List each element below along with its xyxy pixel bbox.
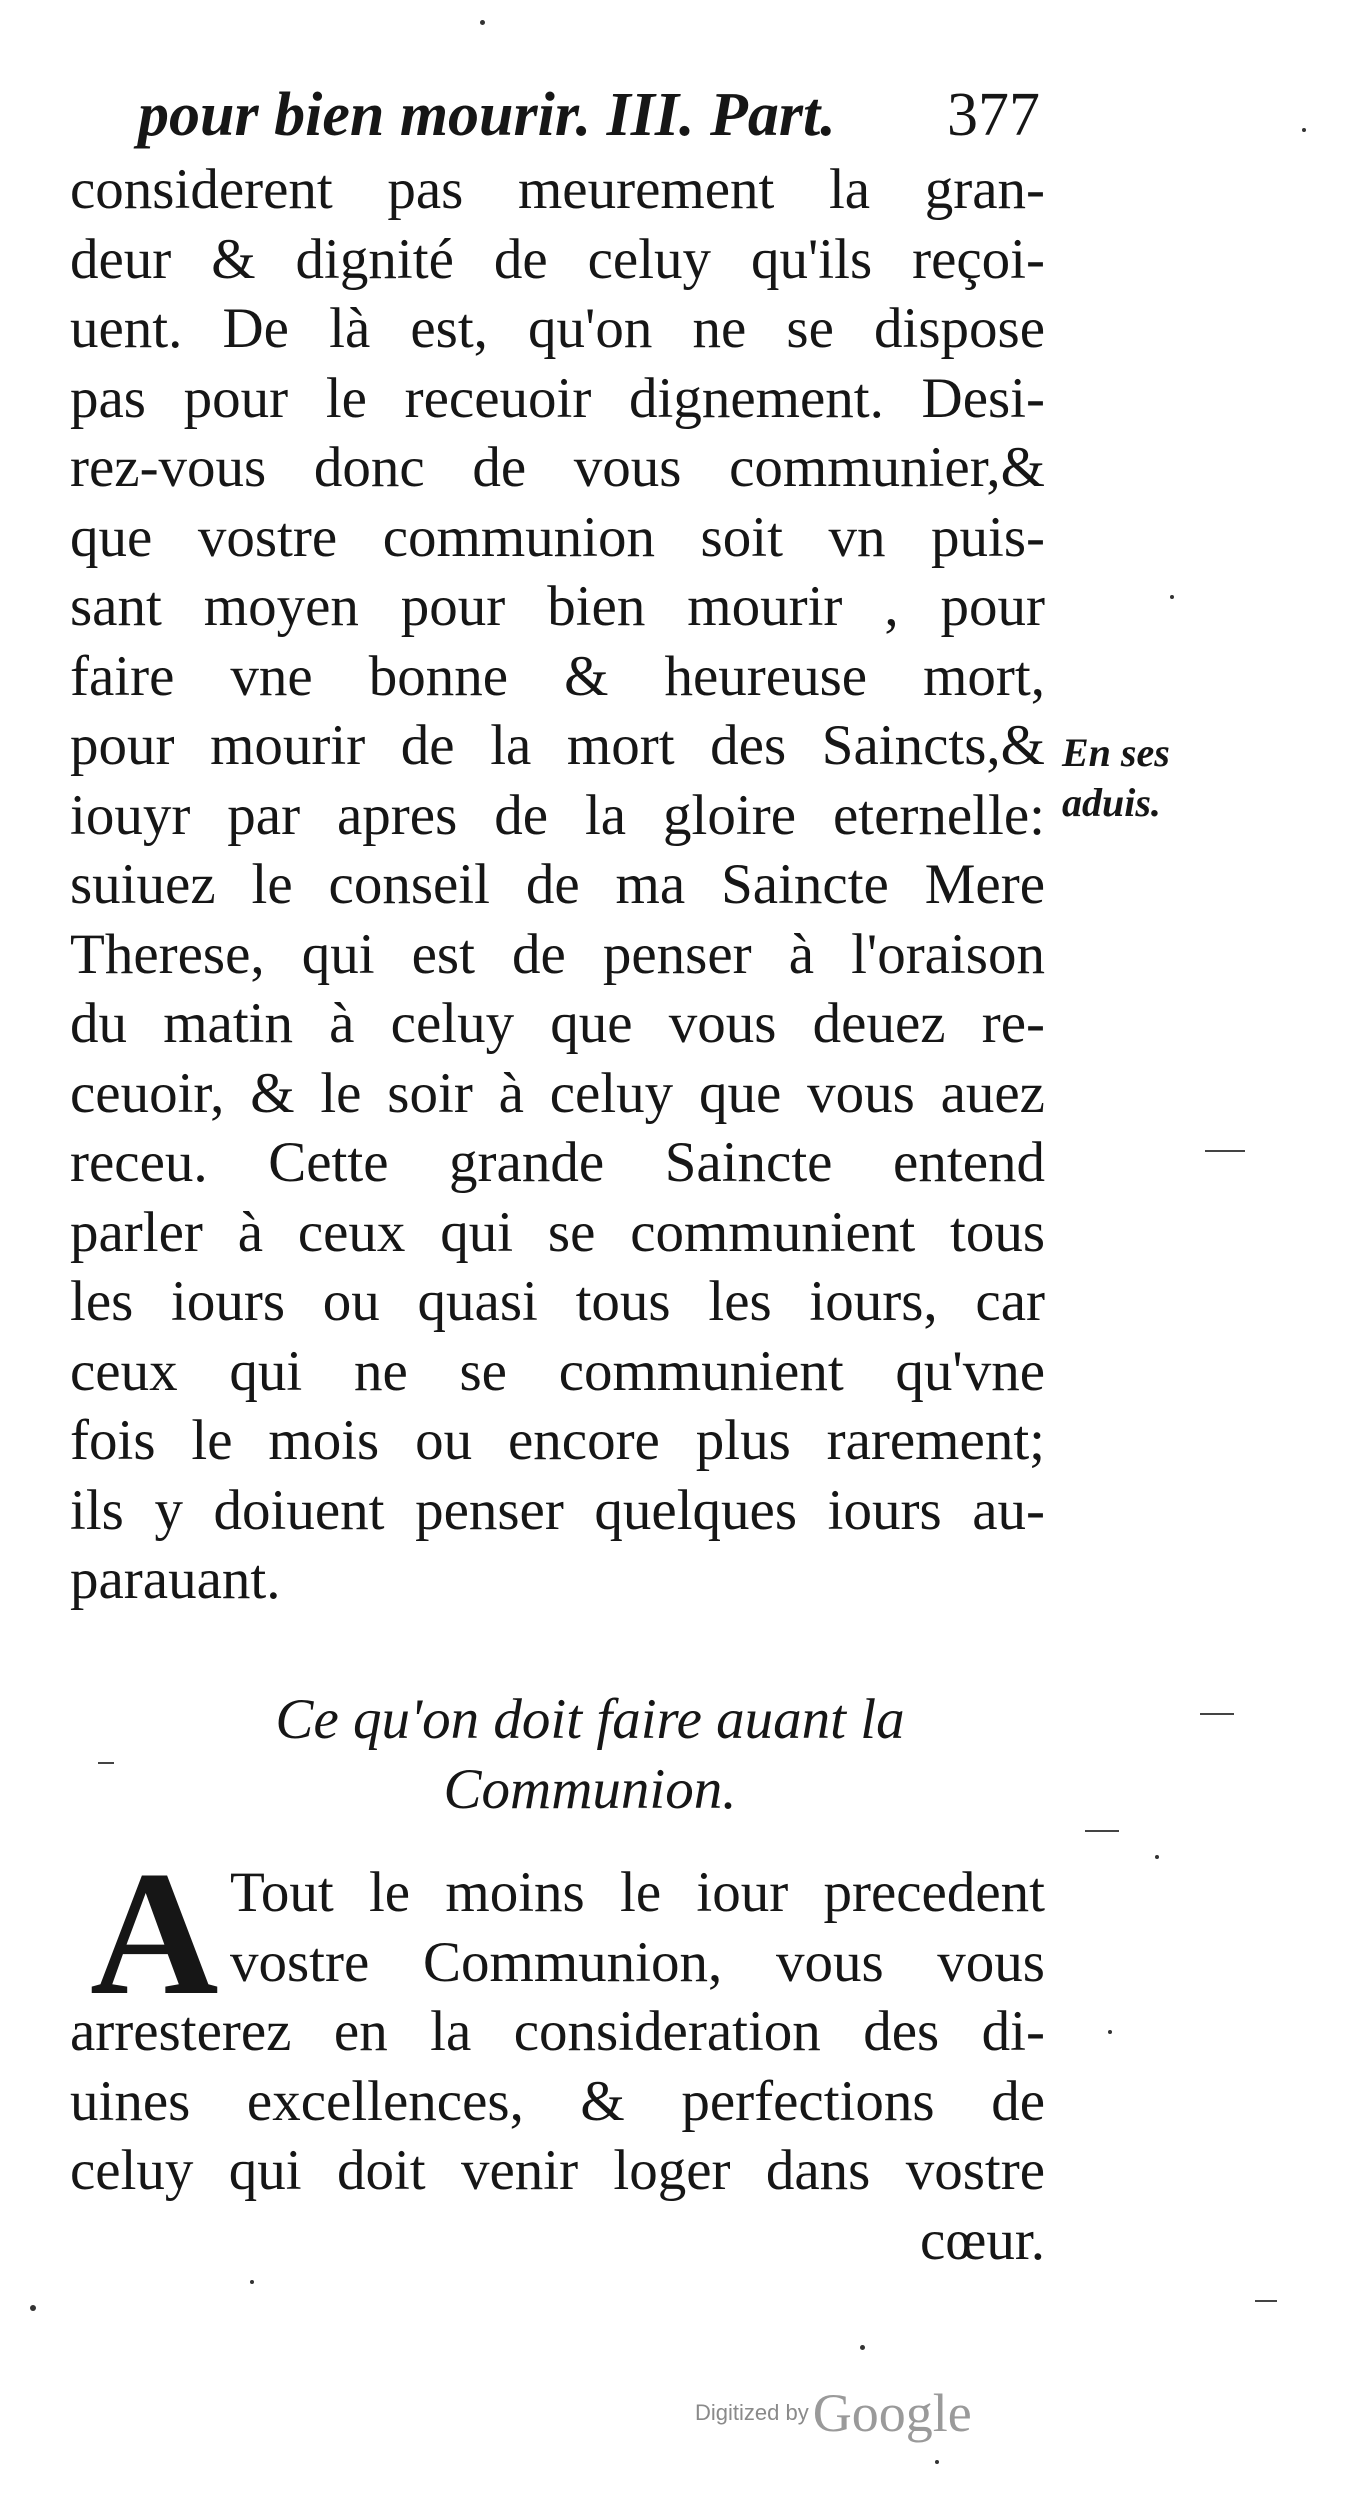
scan-speck [860, 2345, 865, 2350]
heading-line: Communion. [443, 1758, 737, 1821]
text-line: du matin à celuy que vous deuez re- [70, 992, 1045, 1055]
digitized-watermark [695, 2382, 972, 2444]
scan-speck [30, 2305, 36, 2311]
running-header [130, 70, 1040, 160]
scan-speck [1170, 595, 1174, 599]
text-line: vostre Communion, vous vous [230, 1930, 1045, 1994]
text-line: que vostre communion soit vn puis- [70, 505, 1045, 569]
margin-note [1062, 728, 1262, 828]
scan-mark [1205, 1150, 1245, 1152]
scan-mark [1200, 1713, 1234, 1715]
second-paragraph [70, 1834, 1045, 2275]
scan-speck [480, 20, 485, 25]
text-line: les iours ou quasi tous les iours, car [70, 1270, 1045, 1333]
scan-mark [1255, 2300, 1277, 2302]
text-line: receu. Cette grande Saincte entend [70, 1131, 1045, 1194]
watermark-prefix: Digitized by [695, 2400, 809, 2425]
text-line: considerent pas meurement la gran- [70, 158, 1045, 221]
text-line: faire vne bonne & heureuse mort, [70, 644, 1045, 708]
scan-speck [935, 2460, 939, 2464]
text-line: ceuoir, & le soir à celuy que vous auez [70, 1061, 1045, 1125]
scan-speck [250, 2280, 254, 2284]
text-line: uines excellences, & perfections de [70, 2069, 1045, 2133]
text-line: fois le mois ou encore plus rarement; [70, 1409, 1045, 1472]
text-line: rez-vous donc de vous communier,& [70, 436, 1045, 499]
text-line: parler à ceux qui se communient tous [70, 1200, 1045, 1264]
text-line: sant moyen pour bien mourir , pour [70, 575, 1045, 638]
text-line: Therese, qui est de penser à l'oraison [70, 922, 1045, 986]
text-line: iouyr par apres de la gloire eternelle: [70, 783, 1045, 847]
text-line: suiuez le conseil de ma Saincte Mere [70, 853, 1045, 916]
scan-mark [1085, 1830, 1119, 1832]
text-line: ils y doiuent penser quelques iours au- [70, 1478, 1045, 1542]
scan-speck [1108, 2030, 1112, 2034]
scan-speck [1302, 128, 1306, 132]
drop-cap: A [90, 1834, 219, 2032]
margin-note-line: En ses [1062, 730, 1170, 775]
text-line: pas pour le receuoir dignement. Desi- [70, 366, 1045, 430]
margin-note-line: aduis. [1062, 780, 1161, 825]
text-line: cœur. [919, 2208, 1045, 2272]
watermark-brand: Google [812, 2383, 972, 2443]
main-paragraph [70, 155, 1045, 1615]
heading-line: Ce qu'on doit faire auant la [275, 1688, 905, 1751]
section-heading [140, 1685, 1040, 1825]
text-line: Tout le moins le iour precedent [230, 1861, 1045, 1924]
text-line: deur & dignité de celuy qu'ils reçoi- [70, 227, 1045, 291]
text-line: ceux qui ne se communient qu'vne [70, 1339, 1045, 1403]
scan-mark [98, 1762, 114, 1764]
text-line: pour mourir de la mort des Saincts,& [70, 714, 1045, 777]
page-number: 377 [947, 81, 1040, 149]
running-title: pour bien mourir. III. Part. [138, 81, 836, 149]
text-line: celuy qui doit venir loger dans vostre [70, 2139, 1045, 2202]
text-line: arresterez en la consideration des di- [70, 2000, 1045, 2063]
scan-speck [1155, 1855, 1159, 1859]
text-line: parauant. [70, 1548, 281, 1611]
text-line: uent. De là est, qu'on ne se dispose [70, 297, 1045, 360]
